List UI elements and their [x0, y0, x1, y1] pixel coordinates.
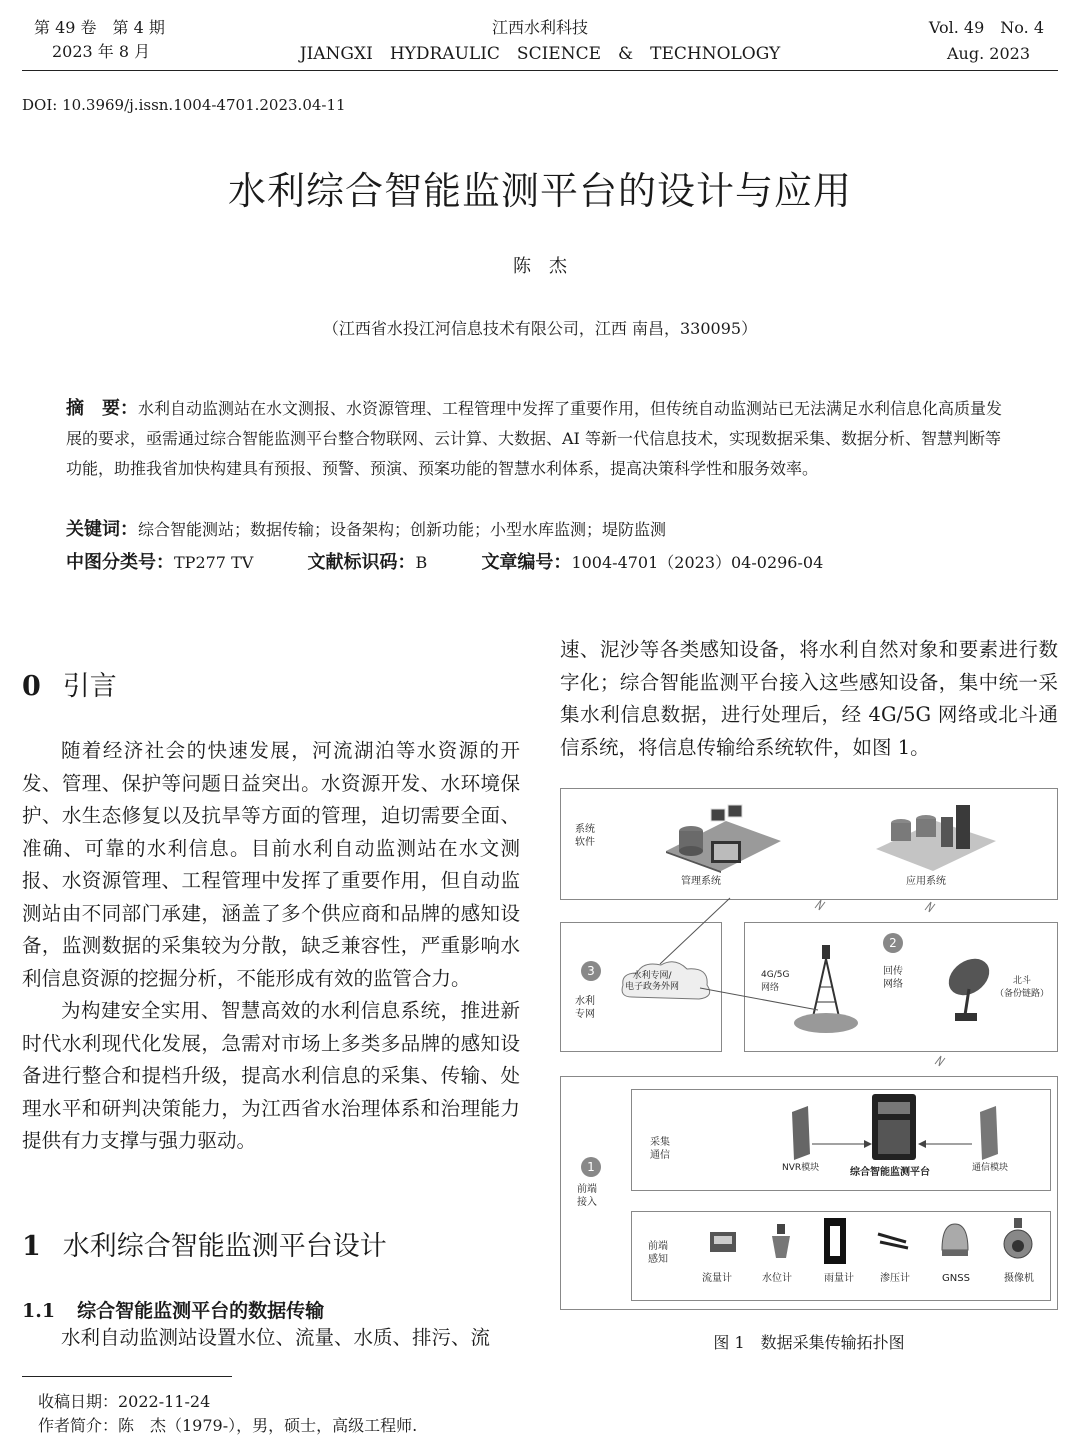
section-1-1-paragraph: 水利自动监测站设置水位、流量、水质、排污、流 — [61, 1326, 491, 1349]
classification — [66, 548, 1016, 578]
sensor-label-1: 流量计 — [702, 1273, 732, 1284]
section-1-1-body — [22, 1322, 520, 1355]
cloud-label: 水利专网/ 电子政务外网 — [625, 971, 680, 992]
sensor-label-3: 雨量计 — [824, 1273, 854, 1284]
management-system-label: 管理系统 — [681, 876, 721, 887]
abstract-label: 摘 要： — [66, 398, 138, 419]
piezometer-icon — [876, 1228, 910, 1252]
received-date: 收稿日期：2022-11-24 — [38, 1392, 211, 1411]
date-cn: 2023 年 8 月 — [52, 42, 151, 61]
intro-paragraph-1: 随着经济社会的快速发展，河流湖泊等水资源的开发、管理、保护等问题日益突出。水资源开发、水环境保护、水生态修复以及抗旱等方面的管理，迫切需要全面、准确、可靠的水利信息。目前水利自动监测站在水文测报、水资源管理、工程管理中发挥了重要作用，但自动监测站由不同部门承建，涵盖了多个供应商和品牌的感知设备，监测数据的采集较为分散，缺乏兼容性，严重影响水利信息资源的挖掘分析，不能形成有效的监管合力。 — [22, 739, 520, 990]
right-column-body — [560, 634, 1058, 764]
author-bio: 作者简介：陈 杰（1979-），男，硕士，高级工程师. — [38, 1416, 418, 1435]
rain-gauge-icon — [822, 1216, 848, 1266]
platform-arrows — [812, 1138, 972, 1152]
application-system-label: 应用系统 — [906, 876, 946, 887]
section-1-heading — [22, 1224, 387, 1263]
sensor-label-6: 摄像机 — [1004, 1273, 1034, 1284]
step-1-badge: 1 — [581, 1157, 601, 1177]
system-software-label: 系统 软件 — [575, 824, 595, 848]
intro-body — [22, 735, 520, 1158]
4g5g-network-label: 4G/5G 网络 — [761, 970, 790, 993]
doc-code-label: 文献标识码： — [307, 552, 416, 573]
flowmeter-icon — [708, 1226, 738, 1256]
section-1-1-title: 综合智能监测平台的数据传输 — [77, 1300, 325, 1322]
camera-icon — [1000, 1216, 1036, 1262]
sensor-label-2: 水位计 — [762, 1273, 792, 1284]
figure-1-caption: 图 1 数据采集传输拓扑图 — [713, 1333, 905, 1352]
section-1-1-number: 1.1 — [22, 1300, 56, 1322]
journal-en: JIANGXI HYDRAULIC SCIENCE & TECHNOLOGY — [299, 44, 781, 64]
section-0-number: 0 — [22, 671, 41, 702]
doc-code-value: B — [415, 553, 428, 572]
return-network-label: 回传 网络 — [883, 966, 903, 990]
beidou-label: 北斗 （备份链路） — [995, 976, 1050, 999]
section-0-title: 引言 — [62, 671, 117, 702]
sensor-label-4: 渗压计 — [880, 1273, 910, 1284]
affiliation: （江西省水投江河信息技术有限公司，江西 南昌，330095） — [322, 319, 758, 338]
acquisition-comm-panel — [631, 1089, 1051, 1191]
step-3-badge: 3 — [581, 961, 601, 981]
water-level-meter-icon — [766, 1222, 796, 1262]
keywords-label: 关键词： — [66, 519, 138, 540]
volume-cn: 第 49 卷 第 4 期 — [34, 18, 165, 37]
sensor-label-5: GNSS — [942, 1273, 970, 1284]
front-access-label: 前端 接入 — [577, 1184, 597, 1208]
volume-en: Vol. 49 No. 4 — [928, 18, 1044, 37]
keywords — [66, 515, 1016, 545]
clc-label: 中图分类号： — [66, 552, 174, 573]
right-paragraph-1: 速、泥沙等各类感知设备，将水利自然对象和要素进行数字化；综合智能监测平台接入这些感知设备，集中统一采集水利信息数据，进行处理后，经 4G/5G 网络或北斗通信系统，将信息传输给系统软件，如图 1。 — [560, 638, 1058, 759]
nvr-module-label: NVR模块 — [782, 1163, 820, 1173]
nvr-module-icon — [788, 1106, 814, 1160]
footnote-rule — [22, 1376, 232, 1377]
header-rule — [22, 70, 1058, 71]
acquisition-comm-label: 采集 通信 — [650, 1137, 670, 1161]
section-1-title: 水利综合智能监测平台设计 — [62, 1231, 387, 1262]
comm-module-icon — [976, 1106, 1002, 1160]
step-2-badge: 2 — [883, 933, 903, 953]
date-en: Aug. 2023 — [947, 44, 1030, 63]
front-access-panel — [560, 1076, 1058, 1310]
platform-label: 综合智能监测平台 — [850, 1167, 930, 1178]
section-1-number: 1 — [22, 1231, 41, 1262]
front-sensing-panel — [631, 1211, 1051, 1301]
keywords-text: 综合智能测站；数据传输；设备架构；创新功能；小型水库监测；堤防监测 — [138, 520, 667, 539]
clc-value: TP277 TV — [174, 553, 254, 572]
author: 陈 杰 — [513, 256, 567, 277]
abstract — [66, 394, 1016, 484]
front-sensing-label: 前端 感知 — [648, 1241, 668, 1265]
intro-paragraph-2: 为构建安全实用、智慧高效的水利信息系统，推进新时代水利现代化发展，急需对市场上多类多品牌的感知设备进行整合和提档升级，提高水利信息的采集、传输、处理水平和研判决策能力，为江西省水治理体系和治理能力提供有力支撑与强力驱动。 — [22, 999, 520, 1152]
doi: DOI: 10.3969/j.issn.1004-4701.2023.04-11 — [22, 96, 346, 114]
comm-module-label: 通信模块 — [972, 1163, 1009, 1173]
water-network-label: 水利 专网 — [575, 996, 595, 1020]
article-no-label: 文章编号： — [481, 552, 572, 573]
section-0-heading — [22, 664, 117, 703]
journal-cn: 江西水利科技 — [491, 18, 588, 37]
gnss-icon — [938, 1220, 972, 1260]
paper-title: 水利综合智能监测平台的设计与应用 — [227, 169, 852, 213]
abstract-text: 水利自动监测站在水文测报、水资源管理、工程管理中发挥了重要作用，但传统自动监测站已无法满足水利信息化高质量发展的要求，亟需通过综合智能监测平台整合物联网、云计算、大数据、AI 等新一代信息技术，实现数据采集、数据分析、智慧判断等功能，助推我省加快构建具有预报、预警、预演、预案功能的智慧水利体系，提高决策科学性和服务效率。 — [66, 399, 1003, 478]
article-no-value: 1004-4701（2023）04-0296-04 — [571, 553, 824, 572]
figure-1 — [560, 788, 1058, 1310]
section-1-1-heading — [22, 1296, 324, 1323]
